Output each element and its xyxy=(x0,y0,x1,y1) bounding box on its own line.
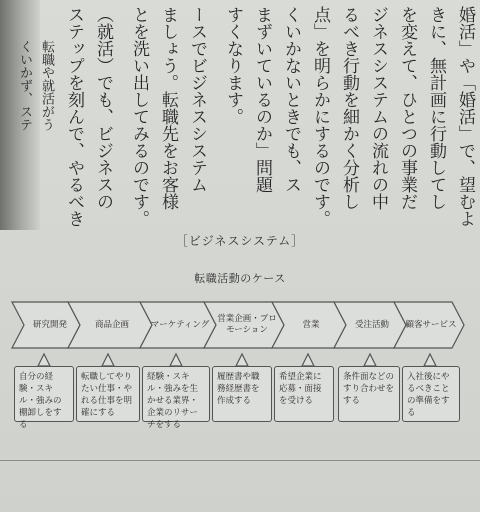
callout-pointer xyxy=(302,354,314,366)
body-text-column: くいかず、ステ xyxy=(17,40,32,131)
callout-pointer xyxy=(364,354,376,366)
body-text-column: 婚活」や「婚活」で、望むよ xyxy=(455,6,475,227)
flow-step-label: 研究開発 xyxy=(32,319,67,330)
body-text-column: ステップを刻んで、やるべき xyxy=(64,6,84,227)
step-detail-box: 入社後にやるべきことの準備をする xyxy=(402,366,460,422)
body-text-column: くいかないときでも、ス xyxy=(281,6,301,193)
flow-step-label: 受注活動 xyxy=(354,319,389,330)
callout-pointer xyxy=(424,354,436,366)
callout-pointer xyxy=(38,354,50,366)
body-text-column: すくなります。 xyxy=(223,6,243,125)
body-text-column: ースでビジネスシステム xyxy=(187,6,207,193)
callout-pointer xyxy=(102,354,114,366)
body-text-column: （就活）でも、ビジネスの xyxy=(93,6,113,210)
flow-step-label: 顧客サービス xyxy=(405,319,457,330)
body-text-column: を変えて、ひとつの事業だ xyxy=(397,6,417,210)
page-rule xyxy=(0,460,480,461)
section-title: ［ビジネスシステム］ xyxy=(175,234,305,248)
step-detail-box: 条件面などのすり合わせをする xyxy=(338,366,400,422)
step-detail-box: 経験・スキル・強みを生かせる業界・企業のリサーチをする xyxy=(142,366,210,422)
flow-step-label: 商品企画 xyxy=(94,319,129,330)
body-text-column: とを洗い出してみるのです。 xyxy=(129,6,149,227)
flow-step-label: 営業企画・プロモーション xyxy=(217,314,277,335)
callout-pointer xyxy=(236,354,248,366)
step-detail-box: 希望企業に応募・面接を受ける xyxy=(274,366,334,422)
body-text-column: きに、無計画に行動してし xyxy=(426,6,446,210)
flow-step-label: 営業 xyxy=(302,319,320,330)
body-text-column: まずいているのか」問題 xyxy=(252,6,272,193)
body-text-column: るべき行動を細かく分析し xyxy=(339,6,359,210)
step-detail-box: 自分の経験・スキル・強みの棚卸しをする xyxy=(14,366,74,422)
callout-pointer xyxy=(170,354,182,366)
body-text-column: ジネスシステムの流れの中 xyxy=(368,6,388,210)
body-text-column: 転職や就活がう xyxy=(39,40,54,131)
step-detail-box: 転職してやりたい仕事・やれる仕事を明確にする xyxy=(76,366,140,422)
body-text-column: ましょう。転職先をお客様 xyxy=(158,6,178,210)
step-detail-box: 履歴書や職務経歴書を作成する xyxy=(212,366,272,422)
case-title: 転職活動のケース xyxy=(194,272,286,285)
body-text-column: 点」を明らかにするのです。 xyxy=(310,6,330,227)
flow-step-label: マーケティング xyxy=(150,319,210,330)
